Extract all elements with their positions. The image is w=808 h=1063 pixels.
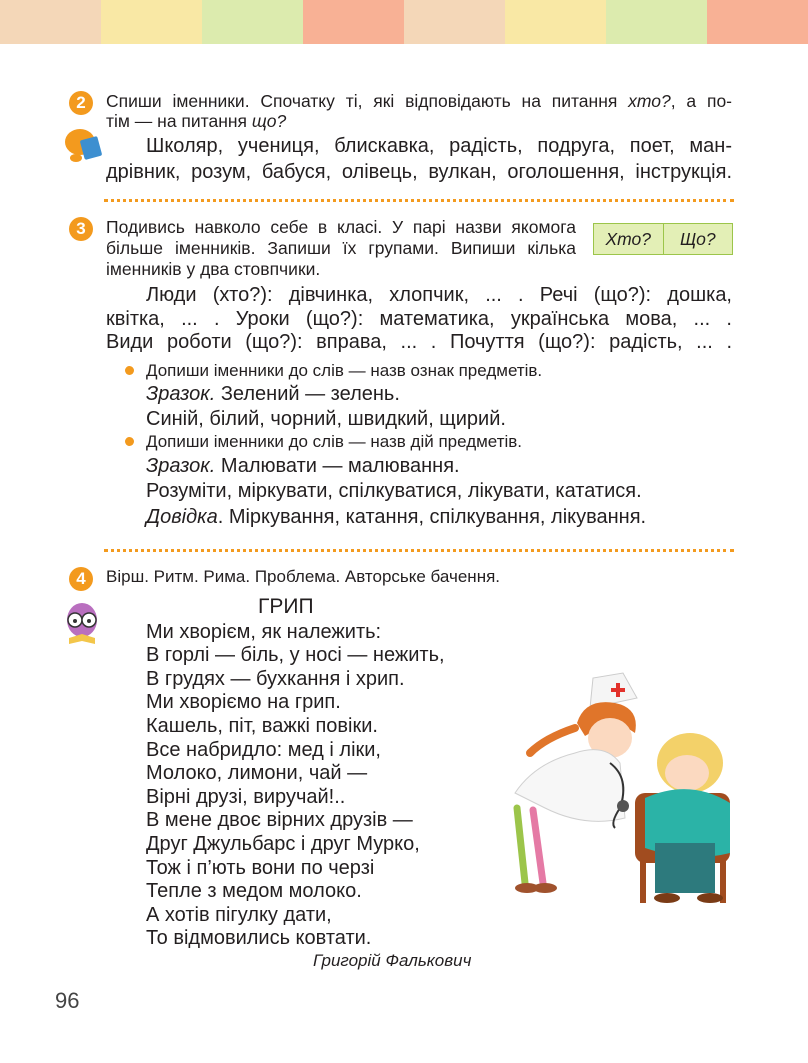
bullet-2-sample: Зразок. Малювати — малювання. (146, 455, 460, 477)
who-what-box (593, 223, 733, 255)
stripe (303, 0, 404, 44)
bullet-1 (125, 366, 134, 375)
stripe (0, 0, 101, 44)
stripe (707, 0, 808, 44)
bullet-2-words: Розуміти, міркувати, спілкуватися, лікувати, кататися. (146, 480, 642, 502)
bullet-2-task: Допиши іменники до слів — назв дій предметів. (146, 432, 523, 451)
help-line: Довідка. Міркування, катання, спілкування, лікування. (146, 506, 647, 528)
poem-text (146, 597, 445, 951)
exercise-2-words-line1: Школяр, учениця, блискавка, радість, подруга, поет, ман- (146, 135, 732, 157)
nurse-and-boy-illustration (505, 668, 740, 918)
poem-line: В мене двоє вірних друзів — (146, 809, 413, 832)
poem-line: Друг Джульбарс і друг Мурко, (146, 832, 420, 855)
poem-line: Вірні друзі, виручай!.. (146, 785, 346, 808)
section-divider (104, 199, 734, 202)
stripe (202, 0, 303, 44)
exercise-3-line3: Види роботи (що?): вправа, ... . Почуття (що?): радість, ... . (106, 331, 732, 353)
bullet-1-words: Синій, білий, чорний, швидкий, щирий. (146, 408, 506, 430)
exercise-3-task-line2: більше іменників. Запиши їх групами. Випиши кілька (106, 238, 576, 258)
poem-line: Кашель, піт, важкі повіки. (146, 714, 378, 737)
poem-line: Ми хворіємо на грип. (146, 691, 341, 714)
top-color-stripes (0, 0, 808, 44)
exercise-3-line2: квітка, ... . Уроки (що?): математика, українська мова, ... . (106, 308, 732, 330)
exercise-2-task-line2: тім — на питання що? (106, 111, 287, 131)
box-what: Що? (663, 224, 733, 254)
poem-line: Все набридло: мед і ліки, (146, 738, 381, 761)
page-number: 96 (55, 988, 80, 1013)
poem-title: ГРИП (258, 595, 314, 618)
bullet-2 (125, 437, 134, 446)
exercise-3-number: 3 (69, 217, 93, 241)
poem-line: Молоко, лимони, чай — (146, 762, 368, 785)
poem-line: В грудях — бухкання і хрип. (146, 667, 405, 690)
poem-line: То відмовились ковтати. (146, 927, 372, 950)
exercise-3-task-line1: Подивись навколо себе в класі. У парі назви якомога (106, 217, 576, 237)
exercise-2-task-line1: Спиши іменники. Спочатку ті, які відповідають на питання хто?, а по- (106, 91, 733, 111)
stripe (505, 0, 606, 44)
bullet-1-task: Допиши іменники до слів — назв ознак предметів. (146, 361, 543, 380)
exercise-3-task-line3: іменників у два стовпчики. (106, 259, 321, 279)
exercise-2-number: 2 (69, 91, 93, 115)
poem-line: Тож і п’ють вони по черзі (146, 856, 375, 879)
section-divider (104, 549, 734, 552)
poem-line: Тепле з медом молоко. (146, 880, 362, 903)
stripe (606, 0, 707, 44)
stripe (101, 0, 202, 44)
exercise-4-number: 4 (69, 567, 93, 591)
box-who: Хто? (605, 229, 652, 249)
hand-writing-icon (60, 118, 106, 166)
owl-reading-icon (61, 598, 103, 648)
bullet-1-sample: Зразок. Зелений — зелень. (146, 383, 400, 405)
exercise-4-task: Вірш. Ритм. Рима. Проблема. Авторське бачення. (106, 567, 501, 586)
exercise-2-words-line2: дрівник, розум, бабуся, олівець, вулкан, оголошення, інструкція. (106, 161, 732, 183)
poem-author: Григорій Фалькович (313, 951, 472, 970)
poem-line: А хотів пігулку дати, (146, 903, 332, 926)
poem-line: В горлі — біль, у носі — нежить, (146, 644, 445, 667)
poem-line: Ми хворієм, як належить: (146, 620, 382, 643)
stripe (404, 0, 505, 44)
exercise-3-line1: Люди (хто?): дівчинка, хлопчик, ... . Речі (що?): дошка, (146, 284, 732, 306)
